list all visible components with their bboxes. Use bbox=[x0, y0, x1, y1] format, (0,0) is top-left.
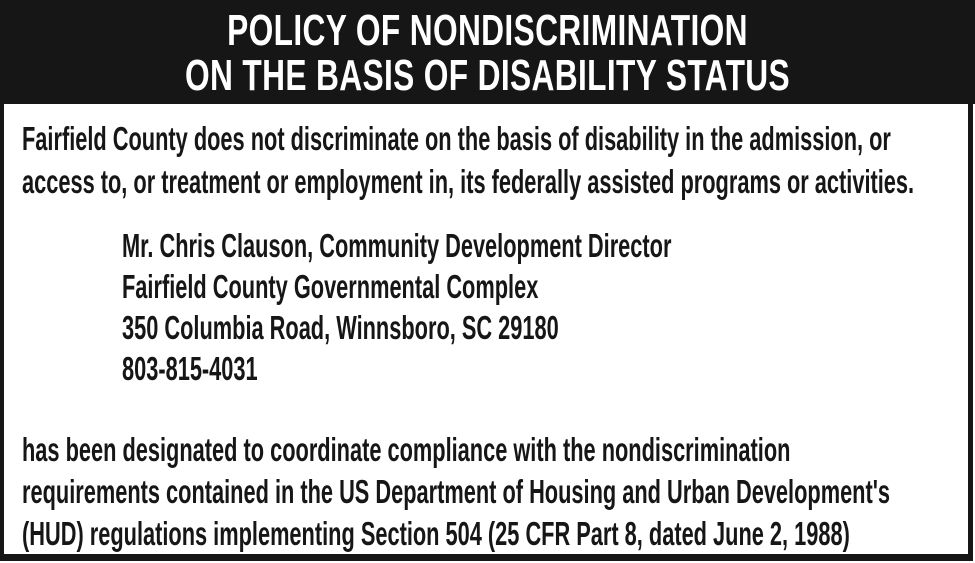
designation-line-3: (HUD) regulations implementing Section 504 (25 CFR Part 8, dated June 2, 1988) bbox=[22, 515, 850, 552]
contact-organization: Fairfield County Governmental Complex bbox=[122, 268, 539, 305]
contact-block bbox=[122, 225, 968, 389]
intro-line-1: Fairfield County does not discriminate on the basis of disability in the admission, or bbox=[22, 120, 891, 157]
notice-title-line-1: POLICY OF NONDISCRIMINATION bbox=[227, 6, 748, 55]
contact-name-title: Mr. Chris Clauson, Community Development Director bbox=[122, 227, 672, 264]
notice-body bbox=[0, 104, 973, 561]
intro-paragraph bbox=[22, 117, 968, 203]
notice-title-line-2: ON THE BASIS OF DISABILITY STATUS bbox=[184, 51, 791, 100]
designation-paragraph bbox=[22, 429, 968, 555]
intro-line-2: access to, or treatment or employment in, its federally assisted programs or activities. bbox=[22, 163, 915, 200]
designation-line-1: has been designated to coordinate compliance with the nondiscrimination bbox=[22, 431, 791, 468]
contact-address: 350 Columbia Road, Winnsboro, SC 29180 bbox=[122, 309, 559, 346]
contact-phone: 803-815-4031 bbox=[122, 350, 258, 387]
notice-header-band bbox=[0, 0, 975, 104]
designation-line-2: requirements contained in the US Department of Housing and Urban Development's bbox=[22, 473, 891, 510]
